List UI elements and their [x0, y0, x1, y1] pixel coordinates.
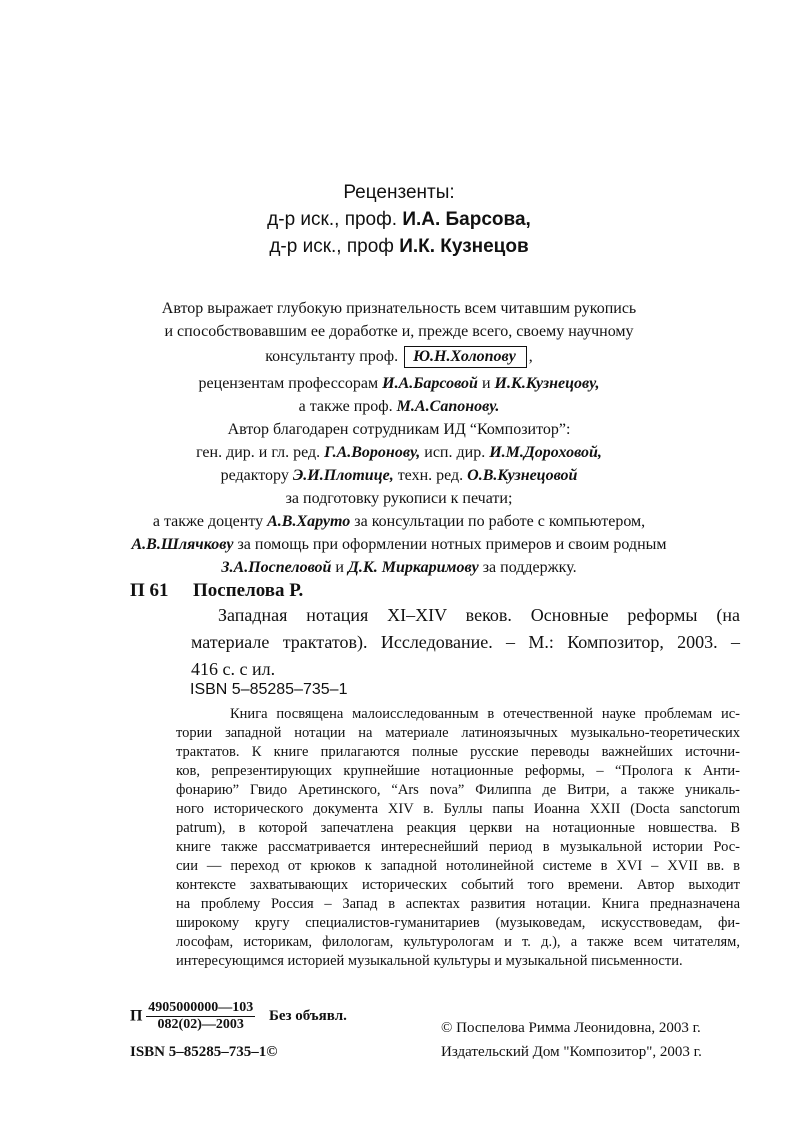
annotation-line: интересующимся историей музыкальной культуры и музыкальной письменности.: [176, 953, 683, 969]
annotation-text: лософам, историкам, филологам, культурологам и т. д.), а также всем читателям,: [176, 934, 740, 950]
footer-isbn: ISBN 5–85285–735–1©: [130, 1044, 278, 1060]
ack-text: редактору: [220, 467, 289, 484]
annotation-text: на проблему Россия – Запад в аспектах развития нотации. Книга предназначена: [176, 896, 740, 912]
person-name: А.В.Шлячкову: [131, 536, 234, 553]
annotation-text: ного исторического документа XIV в. Буллы папы Иоанна XXII (Docta sanctorum: [176, 801, 740, 817]
ack-line-2: и способствовавшим ее доработке и, прежде всего, своему научному: [164, 323, 634, 340]
person-name: И.А.Барсовой: [382, 375, 478, 392]
annotation-line: [176, 801, 740, 818]
ack-text: ген. дир. и гл. ред.: [196, 444, 321, 461]
ack-line-8: [0, 467, 798, 485]
annotation-line: [176, 782, 740, 799]
annotation-line: [176, 744, 740, 761]
reviewer-2-name: И.К. Кузнецов: [399, 236, 529, 257]
annotation-text: книге также рассматривается интереснейший период в музыкальной истории Рос-: [176, 839, 740, 855]
annotation-text: сии — переход от крюков к западной нотолинейной системе в XVI – XVII вв. в: [176, 858, 740, 874]
person-name: Э.И.Плотице,: [292, 467, 394, 484]
annotation-text: Книга посвящена малоисследованным в отечественной науке проблемам ис-: [230, 706, 740, 722]
ack-line-9: за подготовку рукописи к печати;: [285, 490, 513, 507]
annotation-line: [176, 839, 740, 856]
bbk-numerator: 4905000000—103: [148, 1000, 254, 1015]
person-name: Д.К. Миркаримову: [347, 559, 479, 576]
bbk-denominator: 082(02)—2003: [157, 1017, 244, 1032]
ack-line-12: [0, 559, 798, 577]
person-name: О.В.Кузнецовой: [467, 467, 578, 484]
ack-text: за консультации по работе с компьютером,: [354, 513, 646, 530]
ack-text: а также проф.: [298, 398, 393, 415]
ack-line-5: [0, 398, 798, 416]
copyright-publisher: Издательский Дом "Композитор", 2003 г.: [441, 1044, 702, 1060]
copyright-author: © Поспелова Римма Леонидовна, 2003 г.: [441, 1020, 701, 1036]
ack-text: а также доценту: [152, 513, 264, 530]
ack-line-4: [0, 375, 798, 393]
bbk-letter: П: [130, 1007, 143, 1025]
annotation-line: [176, 934, 740, 951]
annotation-text: контексте захватывающих исторических событий того времени. Автор выходит: [176, 877, 740, 893]
annotation-line: [176, 820, 740, 837]
ack-line-1: Автор выражает глубокую признательность всем читавшим рукопись: [161, 300, 637, 317]
ack-text: за помощь при оформлении нотных примеров и своим родным: [237, 536, 667, 553]
annotation-text: широкому кругу специалистов-гуманитариев (музыковедам, искусствоведам, фи-: [176, 915, 740, 931]
consultant-name-box: Ю.Н.Холопову: [404, 346, 527, 368]
person-name: И.К.Кузнецову,: [494, 375, 600, 392]
bbk-code: [130, 1000, 347, 1033]
ack-line-6: Автор благодарен сотрудникам ИД “Композитор”:: [227, 421, 571, 438]
ack-line-7: [0, 444, 798, 462]
annotation-text: фонарию” Гвидо Аретинского, “Ars nova” Филиппа де Витри, а также уникаль-: [176, 782, 740, 798]
annotation-line: [176, 763, 740, 780]
ack-line-11: [0, 536, 798, 554]
annotation-line: [176, 877, 740, 894]
ack-text: и: [481, 375, 491, 392]
reviewer-1-title: д-р иск., проф.: [267, 209, 398, 230]
ack-text: исп. дир.: [424, 444, 486, 461]
annotation-line: [176, 896, 740, 913]
bib-isbn: ISBN 5–85285–735–1: [190, 681, 348, 698]
ack-line-3: [0, 346, 798, 368]
ack-text: и: [335, 559, 344, 576]
ack-line-10: [0, 513, 798, 531]
no-ads-label: Без объявл.: [268, 1008, 347, 1024]
annotation-line: [230, 706, 740, 723]
reviewers-heading: Рецензенты:: [343, 182, 455, 203]
reviewer-line-2: [0, 236, 798, 258]
reviewer-line-1: [0, 209, 798, 231]
bib-pages: 416 с. с ил.: [191, 659, 276, 679]
annotation-line: [176, 725, 740, 742]
bib-title-line-2: [191, 632, 740, 653]
annotation-line: [176, 858, 740, 875]
ack-text: техн. ред.: [397, 467, 464, 484]
catalog-code: П 61: [130, 580, 169, 601]
person-name: А.В.Харуто: [267, 513, 351, 530]
annotation-text: трактатов. К книге прилагаются полные русские переводы важнейших источни-: [176, 744, 740, 760]
bbk-fraction: [146, 1000, 255, 1033]
reviewer-2-title: д-р иск., проф: [269, 236, 394, 257]
person-name: М.А.Сапонову.: [396, 398, 500, 415]
ack-text: рецензентам профессорам: [198, 375, 379, 392]
ack-comma: ,: [528, 348, 533, 365]
ack-consultant-prefix: консультанту проф.: [265, 348, 399, 365]
annotation-text: тории западной нотации на материале латиноязычных музыкально-теоретических: [176, 725, 740, 741]
person-name: З.А.Поспеловой: [221, 559, 332, 576]
author-name: Поспелова Р.: [193, 580, 304, 601]
person-name: Г.А.Воронову,: [324, 444, 421, 461]
bib-text: Западная нотация XI–XIV веков. Основные реформы (на: [218, 605, 740, 625]
annotation-text: ков, репрезентирующих крупнейшие нотационные реформы, – “Пролога к Анти-: [176, 763, 740, 779]
annotation-text: patrum), в которой запечатлена реакция церкви на нотационные новшества. В: [176, 820, 740, 836]
annotation-line: [176, 915, 740, 932]
reviewer-1-name: И.А. Барсова,: [402, 209, 531, 230]
bib-text: материале трактатов). Исследование. – М.: Композитор, 2003. –: [191, 632, 740, 652]
person-name: И.М.Дороховой,: [489, 444, 602, 461]
bib-title-line-1: [218, 605, 740, 626]
ack-text: за поддержку.: [482, 559, 577, 576]
